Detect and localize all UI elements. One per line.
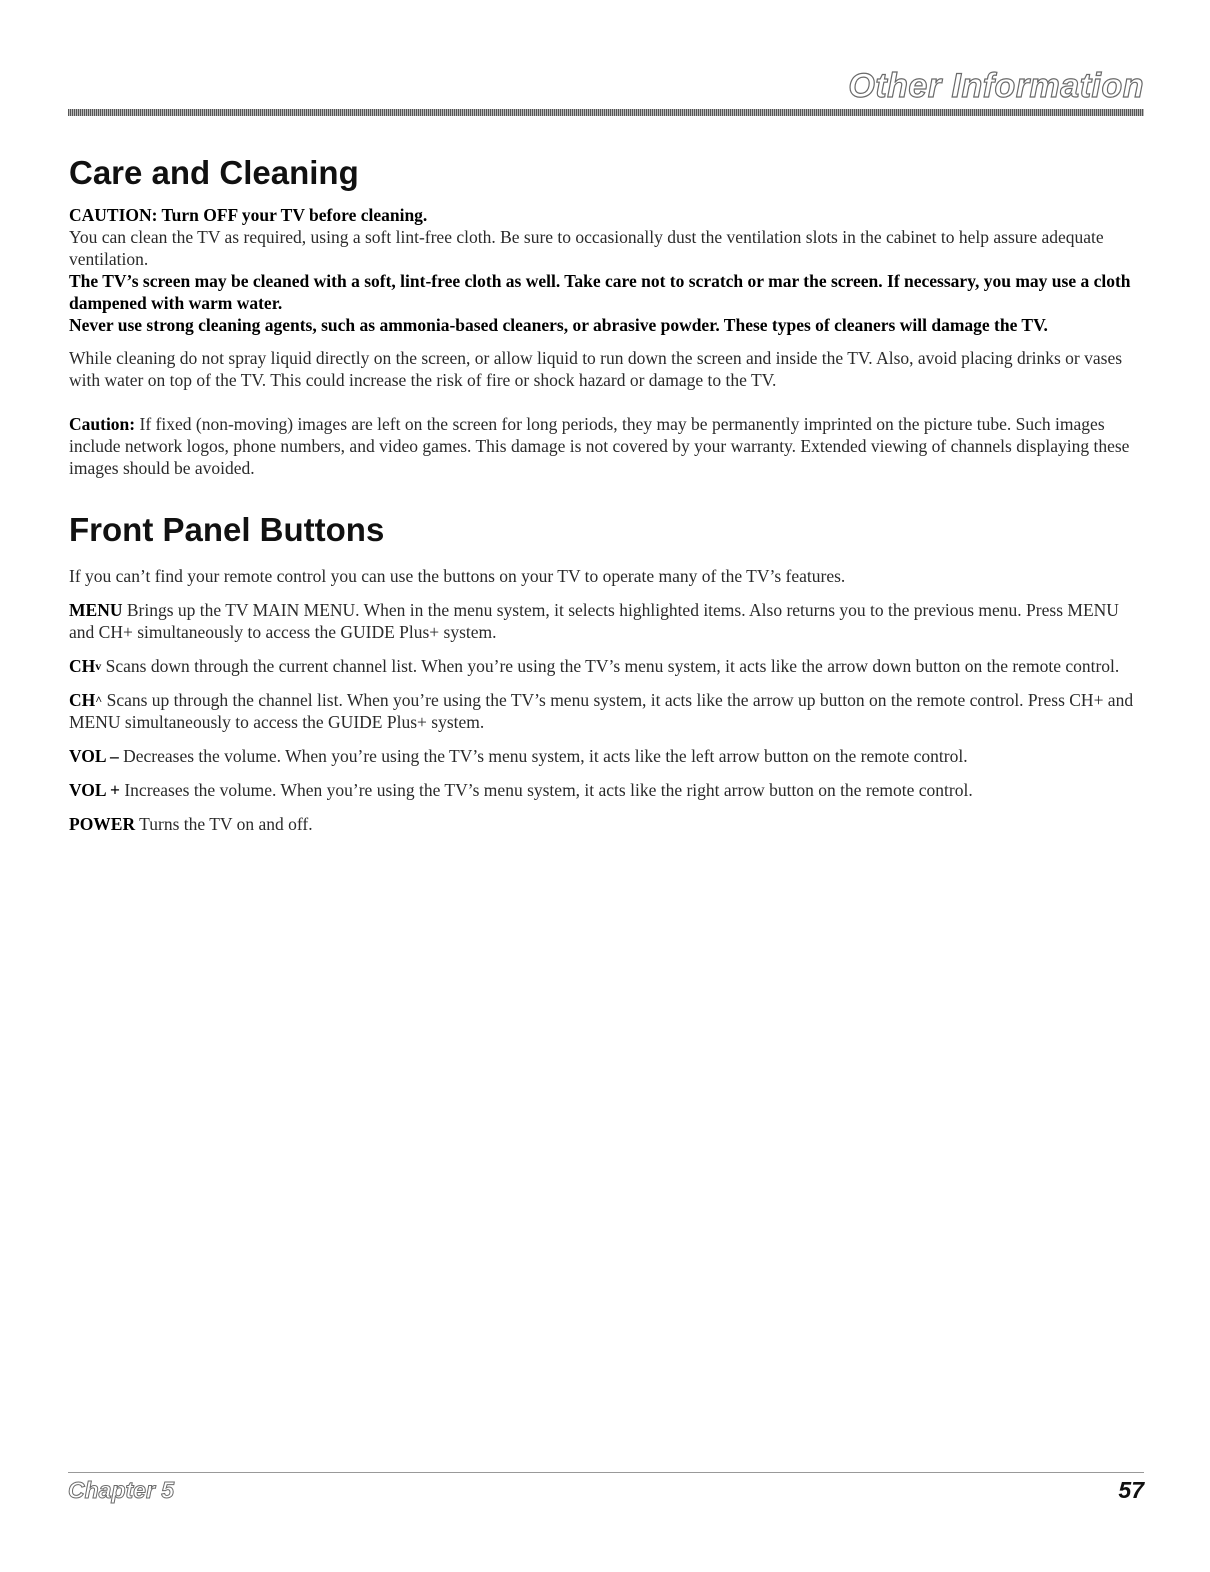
button-label: VOL + — [69, 780, 120, 800]
front-panel-intro: If you can’t find your remote control you can use the buttons on your TV to operate many of the TV’s features. — [69, 566, 846, 586]
cleaning-paragraph: You can clean the TV as required, using a soft lint-free cloth. Be sure to occasionally dust the ventilation slots in the cabinet to help assure adequate ventilation. — [69, 227, 1104, 269]
page-content — [69, 150, 1147, 835]
button-label: CH — [69, 656, 96, 676]
button-description: Decreases the volume. When you’re using the TV’s menu system, it acts like the left arrow button on the remote control. — [118, 746, 968, 766]
front-panel-heading: Front Panel Buttons — [69, 511, 385, 548]
button-desc-ch-up — [69, 689, 1147, 733]
cleaning-agents-warning: Never use strong cleaning agents, such as ammonia-based cleaners, or abrasive powder. These types of cleaners will damage the TV. — [69, 315, 1048, 335]
button-description: Increases the volume. When you’re using the TV’s menu system, it acts like the right arrow button on the remote control. — [119, 780, 973, 800]
liquid-warning-paragraph: While cleaning do not spray liquid directly on the screen, or allow liquid to run down the screen and inside the TV. Also, avoid placing drinks or vases with water on top of the TV. This could increase the risk of fire or shock hazard or damage to the TV. — [69, 348, 1123, 390]
button-description: Scans down through the current channel list. When you’re using the TV’s menu system, it acts like the arrow down button on the remote control. — [101, 656, 1120, 676]
button-label: MENU — [69, 600, 123, 620]
caution-text: If fixed (non-moving) images are left on the screen for long periods, they may be permanently imprinted on the picture tube. Such images include network logos, phone numbers, and video games. This damage is not covered by your warranty. Extended viewing of channels displaying these images should be avoided. — [69, 414, 1130, 478]
caution-statement: CAUTION: Turn OFF your TV before cleaning. — [69, 205, 428, 225]
button-description: Scans up through the channel list. When you’re using the TV’s menu system, it acts like the arrow up button on the remote control. Press CH+ and MENU simultaneously to access the GUIDE Plus+ system. — [69, 690, 1134, 732]
care-cleaning-heading: Care and Cleaning — [69, 154, 359, 191]
page-number: 57 — [1118, 1477, 1144, 1503]
chapter-label: Chapter 5 — [68, 1477, 175, 1503]
button-desc-menu — [69, 599, 1147, 643]
arrow-down-icon: v — [95, 659, 102, 673]
button-desc-power — [69, 813, 1147, 835]
button-desc-ch-down — [69, 655, 1147, 677]
section-title: Other Information — [848, 67, 1144, 105]
header-rule — [68, 109, 1144, 116]
button-label: CH — [69, 690, 96, 710]
button-description: Turns the TV on and off. — [135, 814, 313, 834]
button-desc-vol-up — [69, 779, 1147, 801]
footer-rule — [68, 1472, 1144, 1473]
button-label: POWER — [69, 814, 136, 834]
button-label: VOL – — [69, 746, 119, 766]
screen-cleaning-note: The TV’s screen may be cleaned with a soft, lint-free cloth as well. Take care not to scratch or mar the screen. If necessary, you may use a cloth dampened with warm water. — [69, 271, 1131, 313]
caution-label: Caution: — [69, 414, 136, 434]
button-description: Brings up the TV MAIN MENU. When in the menu system, it selects highlighted items. Also returns you to the previous menu. Press MENU and CH+ simultaneously to access the GUIDE Plus+ system. — [69, 600, 1119, 642]
arrow-up-icon: ^ — [95, 693, 103, 707]
image-burn-caution — [69, 413, 1147, 479]
button-desc-vol-down — [69, 745, 1147, 767]
